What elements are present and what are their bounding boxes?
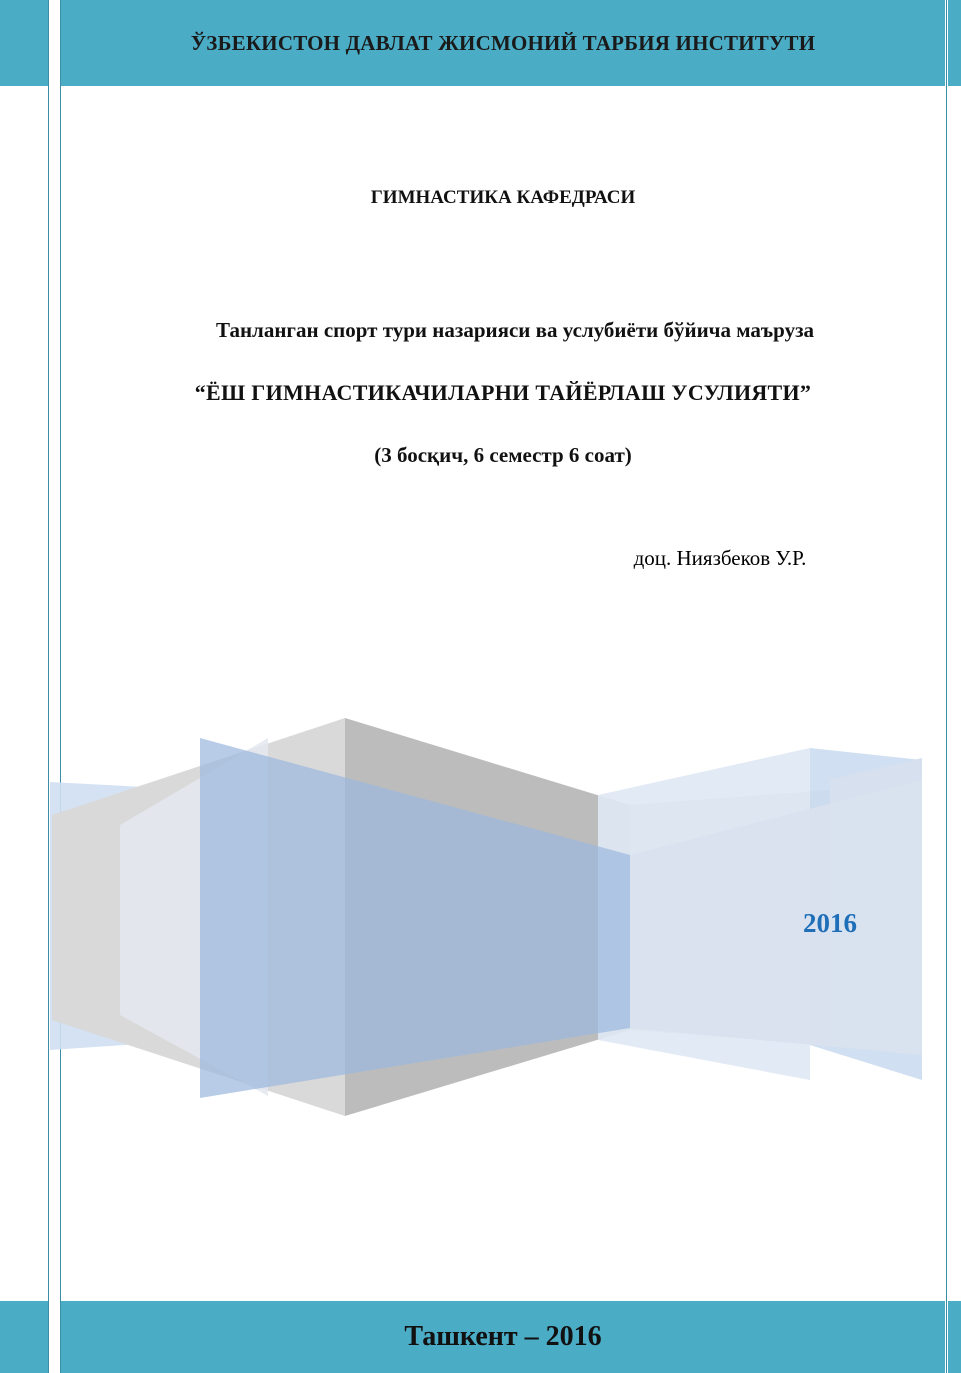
lecture-title: “ЁШ ГИМНАСТИКАЧИЛАРНИ ТАЙЁРЛАШ УСУЛИЯТИ” xyxy=(194,380,812,405)
footer-band xyxy=(61,1301,945,1373)
course-stage-info: (3 босқич, 6 семестр 6 соат) xyxy=(374,443,632,467)
lecture-subtitle: Танланган спорт тури назарияси ва услубиёти бўйича маъруза xyxy=(215,318,815,342)
author-name: доц. Ниязбеков У.Р. xyxy=(633,546,807,570)
department-name: ГИМНАСТИКА КАФЕДРАСИ xyxy=(370,187,636,208)
footer-city-year: Ташкент – 2016 xyxy=(404,1321,602,1352)
institute-name: ЎЗБЕКИСТОН ДАВЛАТ ЖИСМОНИЙ ТАРБИЯ ИНСТИТУТИ xyxy=(190,30,816,55)
year-label: 2016 xyxy=(803,908,857,938)
